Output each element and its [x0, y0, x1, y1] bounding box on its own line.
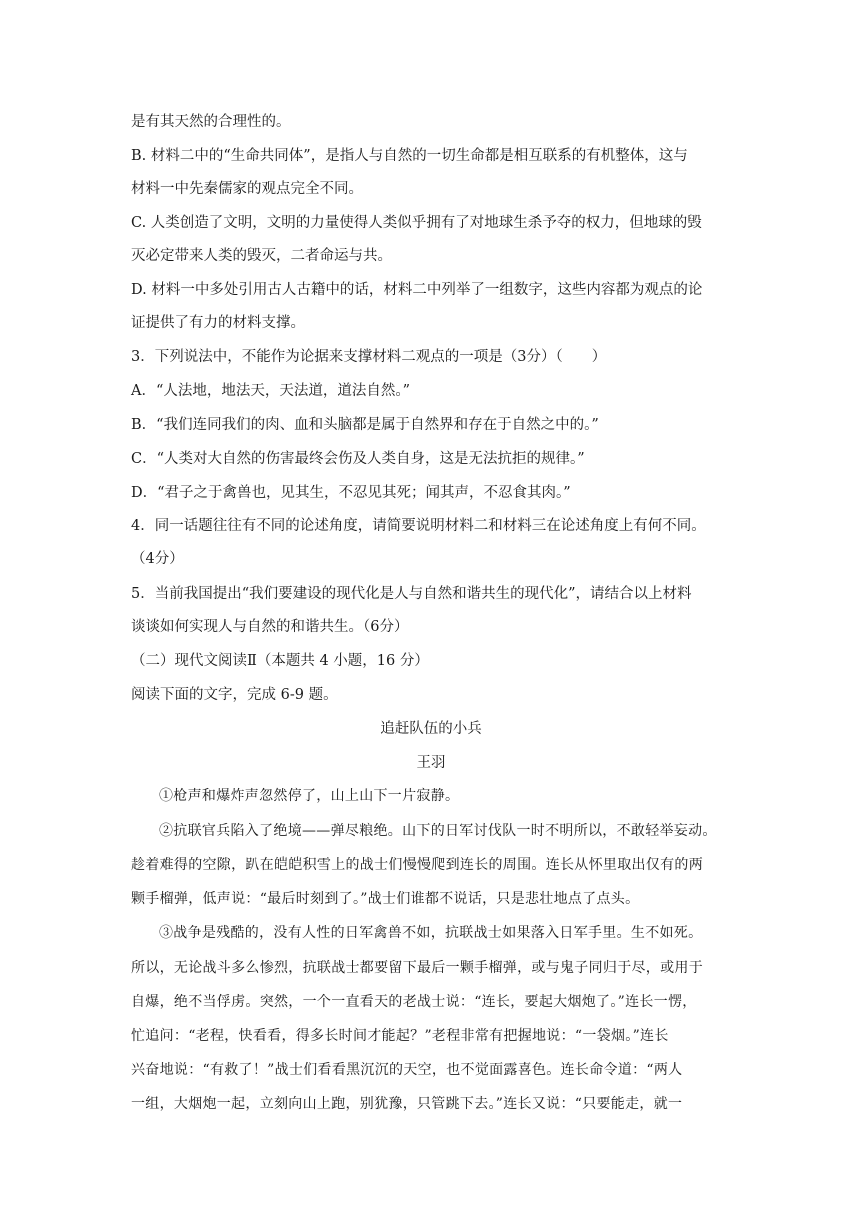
paragraph-3-start: ③战争是残酷的，没有人性的日军禽兽不如，抗联战士如果落入日军手里。生不如死。 [159, 925, 703, 941]
option-c-line: C. 人类创造了文明，文明的力量使得人类似乎拥有了对地球生杀予夺的权力，但地球的毁 [131, 215, 702, 231]
story-title: 追赶队伍的小兵 [380, 721, 482, 737]
text-line: 证提供了有力的材料支撑。 [131, 315, 305, 331]
text-line: 是有其天然的合理性的。 [131, 114, 291, 130]
story-line: 忙追问：“老程，快看看，得多长时间才能起？”老程非常有把握地说：“一袋烟。”连长 [131, 1028, 669, 1044]
reading-instruction: 阅读下面的文字，完成 6-9 题。 [131, 687, 338, 703]
option-b-line: B. 材料二中的“生命共同体”，是指人与自然的一切生命都是相互联系的有机整体，这与 [131, 148, 688, 164]
question-4: 4．同一话题往往有不同的论述角度，请简要说明材料二和材料三在论述角度上有何不同。 [131, 518, 706, 534]
story-line: 颗手榴弹，低声说：“最后时刻到了。”战士们谁都不说话，只是悲壮地点了点头。 [131, 891, 640, 907]
text-line: 谈谈如何实现人与自然的和谐共生。（6分） [131, 619, 409, 635]
option-d-line: D. 材料一中多处引用古人古籍中的话，材料二中列举了一组数字，这些内容都为观点的论 [131, 282, 703, 298]
story-line: 所以，无论战斗多么惨烈，抗联战士都要留下最后一颗手榴弹，或与鬼子同归于尽，或用于 [131, 960, 703, 976]
paragraph-2-start: ②抗联官兵陷入了绝境——弹尽粮绝。山下的日军讨伐队一时不明所以，不敢轻举妄动。 [159, 823, 717, 839]
story-line: 一组，大烟炮一起，立刻向山上跑，别犹豫，只管跳下去。”连长又说：“只要能走，就一 [131, 1096, 683, 1112]
story-line: 兴奋地说：“有救了！”战士们看看黑沉沉的天空，也不觉面露喜色。连长命令道：“两人 [131, 1062, 683, 1078]
story-author: 王羽 [416, 755, 446, 771]
text-line: 材料一中先秦儒家的观点完全不同。 [131, 181, 363, 197]
story-line: 趁着难得的空隙，趴在皑皑积雪上的战士们慢慢爬到连长的周围。连长从怀里取出仅有的两 [131, 857, 703, 873]
q3-option-d: D．“君子之于禽兽也，见其生，不忍见其死；闻其声，不忍食其肉。” [131, 485, 571, 501]
question-3: 3．下列说法中，不能作为论据来支撑材料二观点的一项是（3分）（ ） [131, 349, 607, 365]
question-4-score: （4分） [131, 551, 184, 567]
q3-option-b: B．“我们连同我们的肉、血和头脑都是属于自然界和存在于自然之中的。” [131, 417, 599, 433]
text-line: 灭必定带来人类的毁灭，二者命运与共。 [131, 248, 392, 264]
paragraph-1: ①枪声和爆炸声忽然停了，山上山下一片寂静。 [159, 788, 460, 804]
q3-option-a: A．“人法地，地法天，天法道，道法自然。” [131, 383, 411, 399]
question-5: 5．当前我国提出“我们要建设的现代化是人与自然和谐共生的现代化”，请结合以上材料 [131, 586, 692, 602]
section-heading: （二）现代文阅读Ⅱ（本题共 4 小题，16 分） [131, 653, 429, 669]
q3-option-c: C．“人类对大自然的伤害最终会伤及人类自身，这是无法抗拒的规律。” [131, 451, 585, 467]
story-line: 自爆，绝不当俘虏。突然，一个一直看天的老战士说：“连长，要起大烟炮了。”连长一愣， [131, 994, 697, 1010]
